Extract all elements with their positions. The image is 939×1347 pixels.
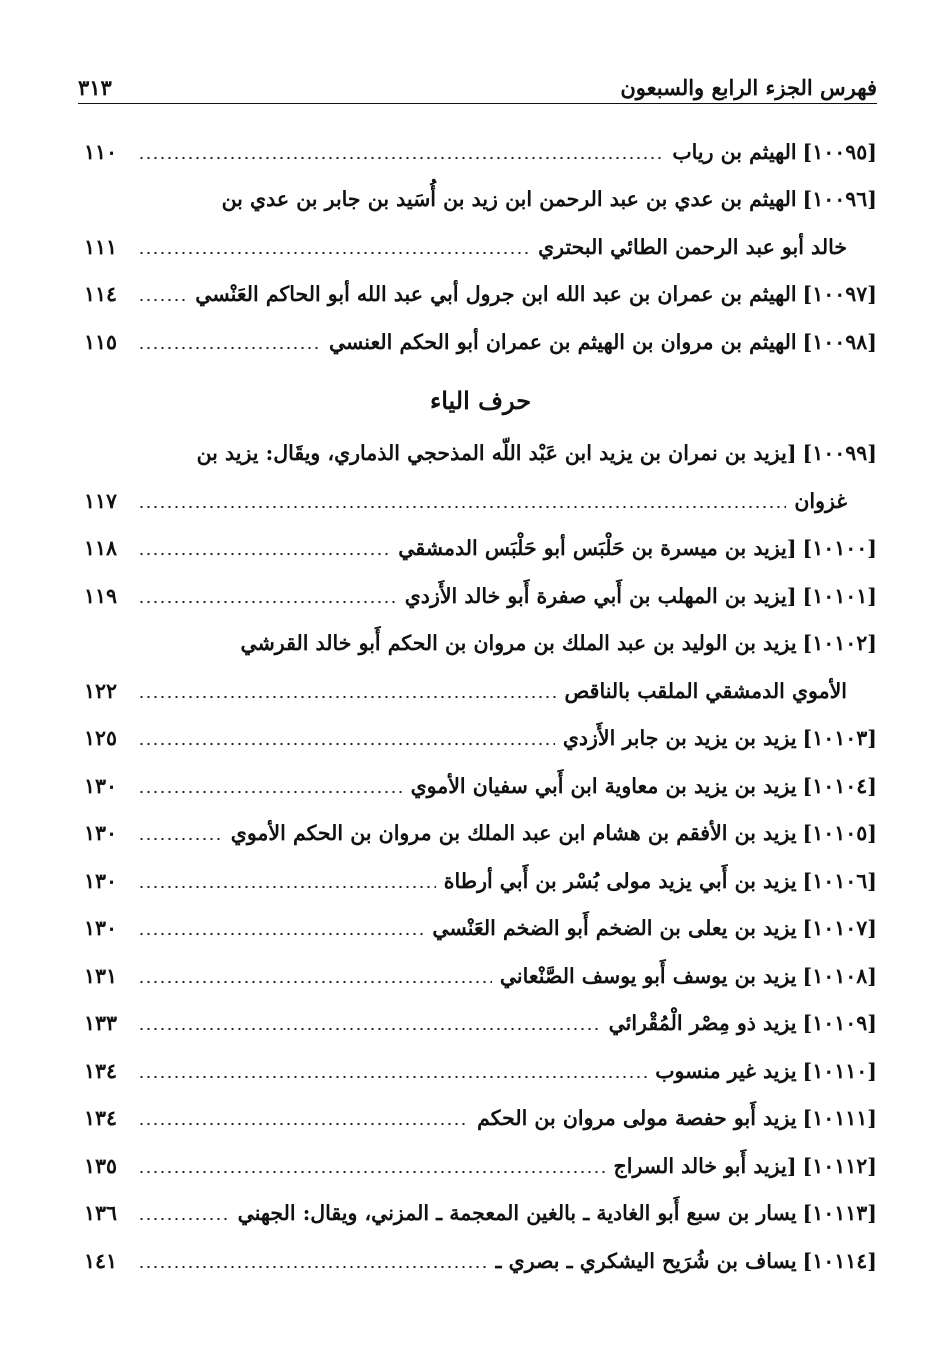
leader-dots bbox=[138, 298, 187, 302]
leader-dots bbox=[138, 980, 492, 984]
entry-name: غزوان bbox=[794, 488, 847, 513]
entry-number: [١٠١٠٦] bbox=[802, 868, 877, 893]
entry-page-ref: ١٣٣ bbox=[84, 1011, 118, 1036]
index-entry-line bbox=[84, 857, 877, 905]
leader-dots bbox=[138, 251, 530, 255]
entry-name: [يزيد بن ميسرة بن حَلْبَس أبو حَلْبَس الدمشقي bbox=[398, 536, 797, 561]
index-entries bbox=[84, 128, 877, 1285]
entry-page-ref: ١١٤ bbox=[84, 282, 118, 307]
leader-dots bbox=[138, 1027, 601, 1031]
entry-page-ref: ١٣٤ bbox=[84, 1106, 118, 1131]
running-title: فهرس الجزء الرابع والسبعون bbox=[620, 75, 877, 100]
entry-name: يزيد بن يعلى بن الضخم أَبو الضخم العَنْسي bbox=[432, 916, 797, 941]
entry-name: يزيد ذو مِصْر الْمُقْرائي bbox=[608, 1011, 797, 1036]
index-entry-line bbox=[84, 952, 877, 1000]
entry-number: [١٠١١٠] bbox=[802, 1058, 877, 1083]
entry-name: يزيد بن الوليد بن عبد الملك بن مروان بن الحكم أَبو خالد القرشي bbox=[240, 631, 797, 656]
index-entry-line bbox=[84, 223, 877, 271]
index-entry-line bbox=[84, 762, 877, 810]
entry-page-ref: ١٣٠ bbox=[84, 773, 118, 798]
entry-name: الهيثم بن رياب bbox=[672, 139, 797, 164]
entry-page-ref: ١٣١ bbox=[84, 963, 118, 988]
entry-number: [١٠١١٤] bbox=[802, 1248, 877, 1273]
entry-number: [١٠١٠٤] bbox=[802, 773, 877, 798]
index-entry-line bbox=[84, 620, 877, 668]
entry-number: [١٠٠٩٧] bbox=[802, 282, 877, 307]
leader-dots bbox=[138, 1217, 230, 1221]
entry-page-ref: ١٣٠ bbox=[84, 916, 118, 941]
index-entry-line bbox=[84, 715, 877, 763]
entry-name: يزيد غير منسوب bbox=[655, 1058, 797, 1083]
leader-dots bbox=[138, 552, 390, 556]
index-entry-line bbox=[84, 1095, 877, 1143]
entry-page-ref: ١٣٤ bbox=[84, 1058, 118, 1083]
entry-page-ref: ١٣٠ bbox=[84, 821, 118, 846]
entry-number: [١٠١٠٩] bbox=[802, 1011, 877, 1036]
leader-dots bbox=[138, 505, 786, 509]
entry-name: يزيد بن يزيد بن معاوية ابن أَبي سفيان الأموي bbox=[410, 773, 797, 798]
entry-name: [يزيد بن نمران بن يزيد ابن عَبْد اللّه المذحجي الذماري، ويقَال: يزيد بن bbox=[196, 441, 797, 466]
index-entry-line bbox=[84, 1237, 877, 1285]
entry-number: [١٠١٠٣] bbox=[802, 726, 877, 751]
entry-number: [١٠١٠٠] bbox=[802, 536, 877, 561]
entry-name: الأموي الدمشقي الملقب بالناقص bbox=[564, 678, 847, 703]
leader-dots bbox=[138, 1265, 488, 1269]
entry-number: [١٠١١٢] bbox=[802, 1153, 877, 1178]
entry-name: [يزيد أَبو خالد السراج bbox=[613, 1153, 797, 1178]
index-entry-line bbox=[84, 667, 877, 715]
leader-dots bbox=[138, 837, 223, 841]
entry-name: يزيد بن يزيد بن جابر الأَزدي bbox=[562, 726, 797, 751]
entry-page-ref: ١١٧ bbox=[84, 488, 118, 513]
entry-name: يزيد بن أَبي يزيد مولى بُسْر بن أَبي أرطاة bbox=[443, 868, 797, 893]
index-entry-line bbox=[84, 810, 877, 858]
index-entry-line bbox=[84, 128, 877, 176]
section-heading: حرف الياء bbox=[429, 386, 532, 415]
page-header bbox=[78, 62, 877, 100]
index-entry-line bbox=[84, 176, 877, 224]
entry-page-ref: ١٤١ bbox=[84, 1248, 118, 1273]
leader-dots bbox=[138, 742, 555, 746]
leader-dots bbox=[138, 1170, 606, 1174]
entry-number: [١٠١١٣] bbox=[802, 1201, 877, 1226]
entry-number: [١٠٠٩٩] bbox=[802, 441, 877, 466]
leader-dots bbox=[138, 790, 403, 794]
index-entry-line bbox=[84, 430, 877, 478]
index-entry-line bbox=[84, 477, 877, 525]
entry-name: الهيثم بن مروان بن الهيثم بن عمران أبو الحكم العنسي bbox=[328, 329, 797, 354]
entry-name: خالد أبو عبد الرحمن الطائي البحتري bbox=[538, 234, 847, 259]
header-rule bbox=[78, 103, 877, 104]
entry-number: [١٠٠٩٨] bbox=[802, 329, 877, 354]
leader-dots bbox=[138, 885, 436, 889]
index-entry-line bbox=[84, 271, 877, 319]
page-number: ٣١٣ bbox=[78, 75, 112, 100]
entry-name: [يزيد بن المهلب بن أَبي صفرة أَبو خالد الأَزدي bbox=[404, 583, 797, 608]
entry-name: يزيد أَبو حفصة مولى مروان بن الحكم bbox=[477, 1106, 797, 1131]
entry-name: يزيد بن الأفقم بن هشام ابن عبد الملك بن مروان بن الحكم الأموي bbox=[230, 821, 797, 846]
entry-page-ref: ١١٥ bbox=[84, 329, 118, 354]
entry-number: [١٠١٠٧] bbox=[802, 916, 877, 941]
entry-name: يسار بن سبع أَبو الغادية ـ بالغين المعجمة ـ المزني، ويقال: الجهني bbox=[237, 1201, 797, 1226]
entry-number: [١٠١٠٥] bbox=[802, 821, 877, 846]
entry-name: يزيد بن يوسف أَبو يوسف الصَّنْعاني bbox=[499, 963, 797, 988]
index-entry-line bbox=[84, 1000, 877, 1048]
entry-page-ref: ١١١ bbox=[84, 234, 118, 259]
entry-number: [١٠١٠٨] bbox=[802, 963, 877, 988]
entry-number: [١٠٠٩٦] bbox=[802, 187, 877, 212]
entry-number: [١٠١٠١] bbox=[802, 583, 877, 608]
leader-dots bbox=[138, 695, 557, 699]
index-entry-line bbox=[84, 1190, 877, 1238]
entry-name: الهيثم بن عمران بن عبد الله ابن جرول أبي عبد الله أبو الحاكم العَنْسي bbox=[195, 282, 797, 307]
entry-name: يساف بن شُرَيح اليشكري ـ بصري ـ bbox=[495, 1248, 797, 1273]
leader-dots bbox=[138, 156, 664, 160]
leader-dots bbox=[138, 346, 321, 350]
entry-number: [١٠٠٩٥] bbox=[802, 139, 877, 164]
leader-dots bbox=[138, 1122, 469, 1126]
entry-page-ref: ١٣٦ bbox=[84, 1201, 118, 1226]
index-entry-line bbox=[84, 525, 877, 573]
index-entry-line bbox=[84, 1142, 877, 1190]
entry-name: الهيثم بن عدي بن عبد الرحمن ابن زيد بن أُسَيد بن جابر بن عدي بن bbox=[221, 187, 797, 212]
index-entry-line bbox=[84, 572, 877, 620]
entry-number: [١٠١٠٢] bbox=[802, 631, 877, 656]
entry-page-ref: ١٢٥ bbox=[84, 726, 118, 751]
index-entry-line bbox=[84, 905, 877, 953]
entry-page-ref: ١٣٥ bbox=[84, 1153, 118, 1178]
entry-page-ref: ١١٨ bbox=[84, 536, 118, 561]
entry-page-ref: ١٣٠ bbox=[84, 868, 118, 893]
index-entry-line bbox=[84, 1047, 877, 1095]
leader-dots bbox=[138, 600, 397, 604]
index-entry-line bbox=[84, 318, 877, 366]
leader-dots bbox=[138, 932, 424, 936]
entry-page-ref: ١١٩ bbox=[84, 583, 118, 608]
entry-page-ref: ١٢٢ bbox=[84, 678, 118, 703]
entry-page-ref: ١١٠ bbox=[84, 139, 118, 164]
entry-number: [١٠١١١] bbox=[802, 1106, 877, 1131]
leader-dots bbox=[138, 1075, 647, 1079]
